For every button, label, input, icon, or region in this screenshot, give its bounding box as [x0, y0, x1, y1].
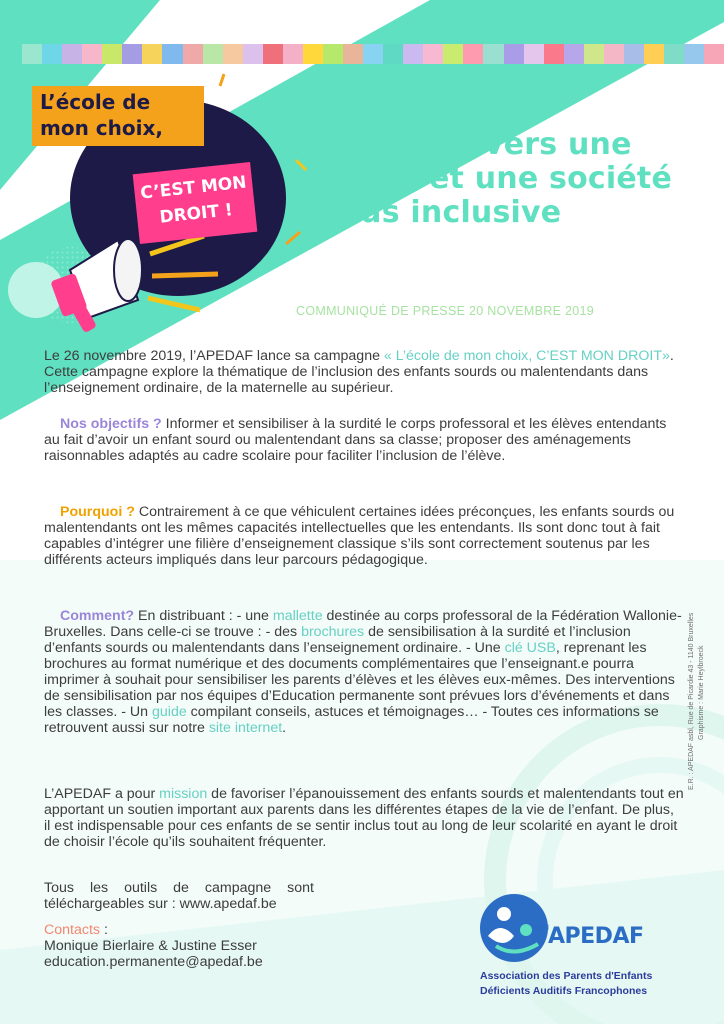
logo-subtitle-1: Association des Parents d'Enfants: [480, 970, 653, 982]
how-text-6: .: [282, 720, 287, 736]
tools-line-1: Tous les outils de campagne sont: [44, 880, 314, 896]
logo-asbl: asbl: [536, 925, 549, 932]
graphic-designer-note: Graphisme : Marie Heylbroeck: [698, 645, 705, 740]
contacts-colon: :: [100, 922, 108, 938]
poster-pink-line-1: C’EST MON: [139, 172, 248, 204]
mission-link[interactable]: mission: [159, 786, 208, 802]
mission-text-2: de favoriser l’épanouissement des enfants sourds et malentendants tout en apportant un soutien important aux parents dans les différentes étapes de la vie de l’enfant. De plus, il est indispensable pour ces enfants de se sentir inclus tout au long de leur scolarité en ayant le droit de choisir l’école qu’ils souhaitent fréquenter.: [44, 786, 684, 850]
how-text-3: de sensibilisation à la surdité et l’inclusion d’enfants sourds ou malentendants dans l’enseignement ordinaire. - Une: [44, 624, 631, 656]
guide-link[interactable]: guide: [152, 704, 187, 720]
why-label: Pourquoi ?: [60, 504, 135, 520]
intro-text-1: Le 26 novembre 2019, l’APEDAF lance sa campagne: [44, 348, 384, 364]
objectives-label: Nos objectifs ?: [60, 416, 162, 432]
how-text-2: destinée au corps professoral de la Fédération Wallonie-Bruxelles. Dans celle-ci se trouve : - des: [44, 608, 682, 640]
website-link[interactable]: site internet: [208, 720, 283, 736]
intro-text-2: . Cette campagne explore la thématique de l’inclusion des enfants sourds ou malentendants dans l’enseignement ordinaire, de la maternelle au supérieur.: [44, 348, 674, 396]
how-text-4: , reprenant les brochures au format numérique et des documents complémentaires que l’enseignant.e pourra imprimer à souhait pour sensibiliser les parents d’élèves et les élèves eux-mêmes. Des interventions de sensibilisation par nos équipes d’Education permanente sont prévues lors d’événements et dans les classes. - Un: [44, 640, 675, 720]
mallette-link[interactable]: mallette: [272, 608, 323, 624]
responsible-editor-note: E.R. : APEDAF asbl, Rue de Picardie 43 - 1140 Bruxelles: [688, 612, 695, 790]
logo-name: APEDAF: [548, 924, 644, 949]
how-label: Comment?: [60, 608, 135, 624]
title-line-1: En route vers une: [328, 127, 632, 162]
how-text-1: En distribuant : - une: [134, 608, 273, 624]
title-line-3: plus inclusive: [328, 195, 562, 230]
logo-subtitle-2: Déficients Auditifs Francophones: [480, 985, 648, 997]
brochures-link[interactable]: brochures: [301, 624, 365, 640]
campaign-link[interactable]: « L’école de mon choix, C’EST MON DROIT»: [383, 348, 670, 364]
title-line-2: école et une société: [328, 161, 673, 196]
tools-line-2: téléchargeables sur : www.apedaf.be: [44, 896, 277, 912]
contact-names: Monique Bierlaire & Justine Esser: [44, 938, 257, 954]
why-text: Contrairement à ce que véhiculent certaines idées préconçues, les enfants sourds ou malentendants ont les mêmes capacités intellectuelles que les entendants. Ils sont donc tout à fait capables d’intégrer une filière d’enseignement classique s’ils sont correctement soutenus par les différents acteurs impliqués dans leur parcours pédagogique.: [44, 504, 675, 568]
usb-key-link[interactable]: clé USB: [504, 640, 556, 656]
contacts-label: Contacts: [44, 922, 100, 938]
poster-pink-line-2: DROIT !: [158, 200, 234, 228]
press-release-date: COMMUNIQUÉ DE PRESSE 20 NOVEMBRE 2019: [296, 304, 594, 318]
how-text-5: compilant conseils, astuces et témoignages… - Toutes ces informations se retrouvent aussi sur notre: [44, 704, 659, 736]
poster-label-line-2: mon choix,: [40, 116, 163, 140]
objectives-text: Informer et sensibiliser à la surdité le corps professoral et les élèves entendants au fait d’avoir un enfant sourd ou malentendant dans sa classe; proposer des aménagements raisonnables adaptés au cadre scolaire pour faciliter l’inclusion de l’élève.: [44, 416, 667, 464]
contact-email[interactable]: education.permanente@apedaf.be: [44, 954, 263, 970]
poster-label-line-1: L’école de: [40, 90, 151, 114]
mission-text-1: L’APEDAF a pour: [44, 786, 160, 802]
